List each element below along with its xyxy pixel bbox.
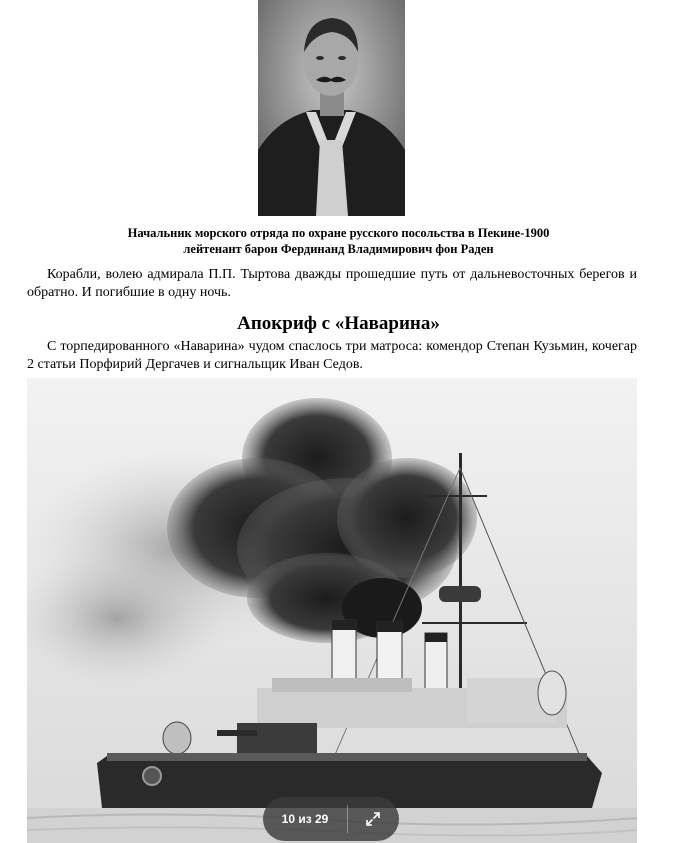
section-heading: Апокриф с «Наварина» xyxy=(237,313,440,334)
paragraph-2: С торпедированного «Наварина» чудом спаслось три матроса: комендор Степан Кузьмин, кочегар 2 статьи Порфирий Дергачев и сигнальщик Иван Седов. xyxy=(27,339,637,372)
caption-line-1: Начальник морского отряда по охране русского посольства в Пекине-1900 xyxy=(127,226,550,240)
expand-button[interactable] xyxy=(348,797,398,841)
caption-line-2: лейтенант барон Фердинанд Владимирович фон Раден xyxy=(183,242,494,256)
portrait-photo xyxy=(258,0,405,216)
page-counter: 10 из 29 xyxy=(281,812,329,826)
expand-icon xyxy=(365,811,381,827)
paragraph-1: Корабли, волею адмирала П.П. Тыртова дважды прошедшие путь от дальневосточных берегов и обратно. И погибшие в одну ночь. xyxy=(27,267,637,300)
page-counter-bar xyxy=(263,797,399,841)
battleship-photo xyxy=(27,378,637,843)
portrait-caption xyxy=(0,225,677,257)
